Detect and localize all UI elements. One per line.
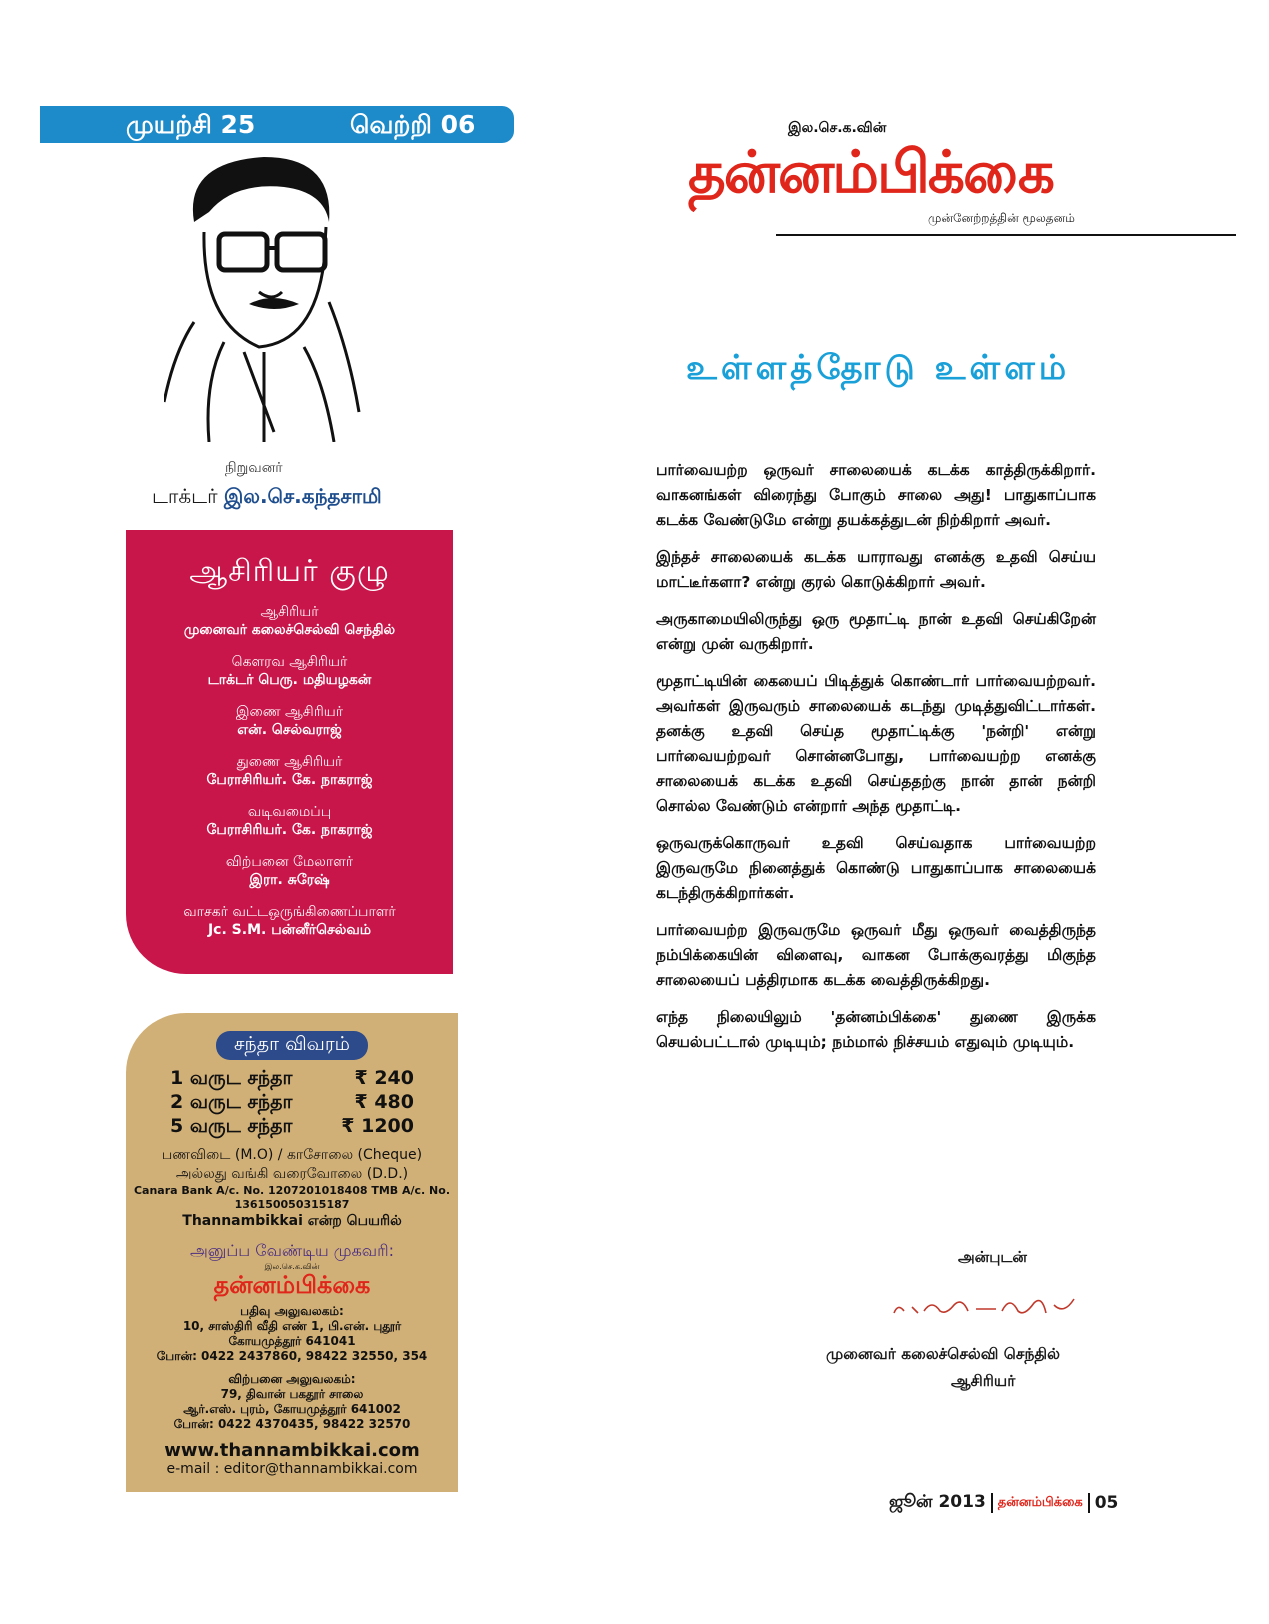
office-address: 79, திவான் பகதூர் சாலை (220, 1387, 364, 1401)
role-name: முனைவர் கலைச்செல்வி செந்தில் (183, 622, 396, 638)
office-address: கோயமுத்தூர் 641041 (228, 1334, 356, 1348)
closing-salutation: அன்புடன் (958, 1248, 1027, 1266)
article-paragraph: ஒருவருக்கொருவர் உதவி செய்வதாக பார்வையற்ற இருவருமே நினைத்துக் கொண்டு பாதுகாப்பாக சாலையைக் கடந்திருக்கிறார்கள். (656, 834, 1096, 902)
price-amount: ₹ 480 (354, 1091, 414, 1113)
role-label: விற்பனை மேலாளர் (225, 854, 354, 870)
price-label: 2 வருட சந்தா (170, 1091, 293, 1113)
founder-prefix: டாக்டர் (152, 484, 218, 508)
masthead-divider (776, 234, 1236, 236)
email-link[interactable]: e-mail : editor@thannambikkai.com (166, 1461, 418, 1477)
founder-full-name: இல.செ.கந்தசாமி (223, 484, 382, 508)
role-name: Jc. S.M. பன்னீர்செல்வம் (207, 922, 372, 938)
role-name: பேராசிரியர். கே. நாகராஜ் (206, 772, 373, 788)
footer-logo: தன்னம்பிக்கை (997, 1495, 1083, 1510)
founder-name (152, 484, 382, 511)
bank-details: Canara Bank A/c. No. 1207201018408 TMB A/c. No. 136150050315187 (133, 1184, 451, 1211)
price-label: 5 வருட சந்தா (170, 1115, 293, 1137)
editorial-heading: ஆசிரியர் குழு (189, 554, 390, 589)
article-title: உள்ளத்தோடு உள்ளம் (686, 348, 1071, 388)
founder-caption: நிறுவனர் (225, 460, 283, 476)
price-amount: ₹ 240 (354, 1067, 414, 1089)
role-label: இணை ஆசிரியர் (235, 704, 344, 720)
office-address: 10, சாஸ்திரி வீதி எண் 1, பி.என். புதூர் (182, 1319, 402, 1333)
payment-line: அல்லது வங்கி வரைவோலை (D.D.) (175, 1166, 409, 1182)
author-name: முனைவர் கலைச்செல்வி செந்தில் (826, 1345, 1060, 1363)
page-number: 05 (1094, 1493, 1119, 1513)
role-label: வாசகர் வட்டஒருங்கிணைப்பாளர் (183, 904, 396, 920)
author-role: ஆசிரியர் (951, 1372, 1016, 1390)
footer-divider (991, 1493, 993, 1513)
website-link[interactable]: www.thannambikkai.com (164, 1440, 420, 1461)
article-paragraph: மூதாட்டியின் கையைப் பிடித்துக் கொண்டார் பார்வையற்றவர். அவர்கள் இருவரும் சாலையைக் கடந்து முடித்துவிட்டார்கள். தனக்கு உதவி செய்த மூதாட்டிக்கு 'நன்றி' என்று பார்வையற்றவர் சொன்னபோது, பார்வையற்ற எனக்கு சாலையைக் கடக்க உதவி செய்ததற்கு நான் தான் நன்றி சொல்ல வேண்டும் என்றார் அந்த மூதாட்டி. (656, 672, 1096, 815)
role-name: பேராசிரியர். கே. நாகராஜ் (206, 822, 373, 838)
page-footer (889, 1492, 1118, 1514)
send-to-label: அனுப்ப வேண்டிய முகவரி: (189, 1241, 395, 1260)
subscription-box (126, 1013, 458, 1492)
masthead-pre: இல.செ.க.வின் (788, 120, 887, 136)
price-row (170, 1090, 414, 1114)
price-row (170, 1066, 414, 1090)
article-body (656, 458, 1096, 1067)
editorial-board (126, 530, 453, 974)
price-label: 1 வருட சந்தா (170, 1067, 293, 1089)
article-paragraph: இந்தச் சாலையைக் கடக்க யாராவது எனக்கு உதவி செய்ய மாட்டீர்களா? என்று குரல் கொடுக்கிறார் அவர். (656, 548, 1096, 591)
role-label: ஆசிரியர் (260, 604, 319, 620)
payment-line: பணவிடை (M.O) / காசோலை (Cheque) (161, 1147, 423, 1163)
price-amount: ₹ 1200 (341, 1115, 414, 1137)
role-label: துணை ஆசிரியர் (236, 754, 343, 770)
issue-banner (40, 106, 514, 143)
magazine-logo: தன்னம்பிக்கை (213, 1271, 371, 1299)
office-address: ஆர்.எஸ். புரம், கோயமுத்தூர் 641002 (183, 1402, 401, 1416)
signature-image (884, 1285, 1088, 1329)
article-paragraph: எந்த நிலையிலும் 'தன்னம்பிக்கை' துணை இருக்க செயல்பட்டால் முடியும்; நம்மால் நிச்சயம் எதுவும் முடியும். (656, 1008, 1096, 1051)
role-name: என். செல்வராஜ் (237, 722, 342, 738)
office-title: விற்பனை அலுவலகம்: (228, 1372, 356, 1386)
article-paragraph: பார்வையற்ற இருவருமே ஒருவர் மீது ஒருவர் வைத்திருந்த நம்பிக்கையின் விளைவு, வாகன போக்குவரத்து மிகுந்த சாலையைப் பத்திரமாக கடக்க வைத்திருக்கிறது. (656, 921, 1096, 989)
masthead-tagline: முன்னேற்றத்தின் மூலதனம் (928, 211, 1075, 225)
issue-volume: முயற்சி 25 (126, 110, 256, 139)
masthead-logo: தன்னம்பிக்கை (688, 138, 1053, 206)
role-name: இரா. சுரேஷ் (249, 872, 330, 888)
role-label: வடிவமைப்பு (247, 804, 332, 820)
article-paragraph: பார்வையற்ற ஒருவர் சாலையைக் கடக்க காத்திருக்கிறார். வாகனங்கள் விரைந்து போகும் சாலை அது! பாதுகாப்பாக கடக்க வேண்டுமே என்று தயக்கத்துடன் நிற்கிறார் அவர். (656, 461, 1096, 529)
role-label: கௌரவ ஆசிரியர் (231, 654, 348, 670)
article-paragraph: அருகாமையிலிருந்து ஒரு மூதாட்டி நான் உதவி செய்கிறேன் என்று முன் வருகிறார். (656, 610, 1096, 653)
footer-divider (1088, 1493, 1090, 1513)
issue-date: ஜூன் 2013 (889, 1492, 986, 1512)
price-row (170, 1114, 414, 1138)
office-phone: போன்: 0422 2437860, 98422 32550, 354 (156, 1349, 428, 1363)
payee-name: Thannambikkai என்ற பெயரில் (182, 1213, 402, 1229)
founder-portrait (164, 152, 364, 442)
office-title: பதிவு அலுவலகம்: (240, 1304, 344, 1318)
issue-number: வெற்றி 06 (350, 110, 476, 139)
role-name: டாக்டர் பெரு. மதியழகன் (207, 672, 372, 688)
subscription-heading: சந்தா விவரம் (216, 1031, 368, 1060)
office-phone: போன்: 0422 4370435, 98422 32570 (173, 1417, 411, 1431)
mini-logo-pre: இல.செ.க.வின் (264, 1262, 320, 1271)
